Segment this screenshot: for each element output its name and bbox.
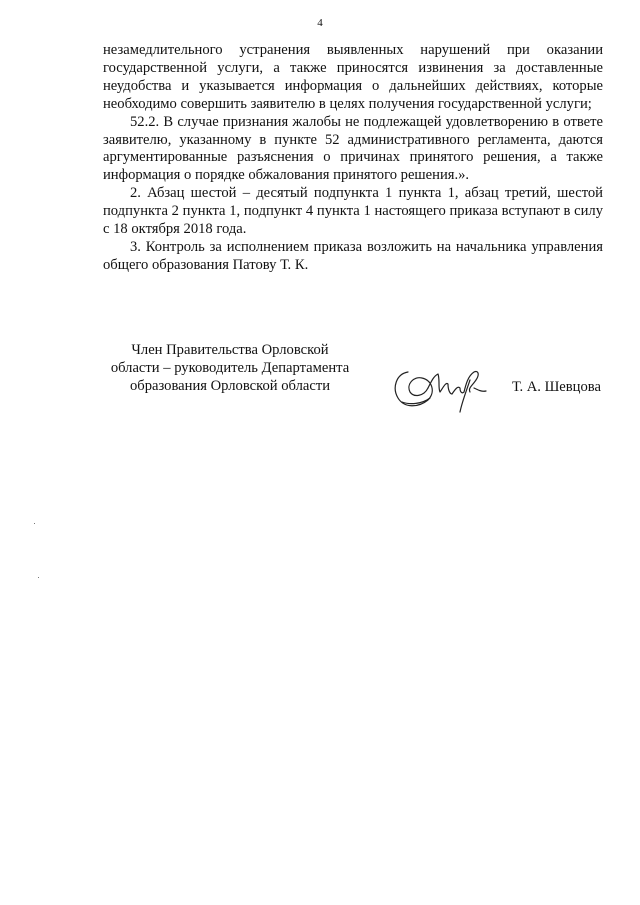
signer-name: Т. А. Шевцова (512, 379, 601, 395)
paragraph-item-3: 3. Контроль за исполнением приказа возложить на начальника управления общего образования Патову Т. К. (103, 238, 603, 273)
signer-title-line-1: Член Правительства Орловской (131, 342, 329, 358)
handwritten-signature (388, 358, 490, 414)
signature-block (0, 342, 640, 422)
paragraph-continuation: незамедлительного устранения выявленных нарушений при оказании государственной услуги, а также приносятся извинения за доставленные неудобства и указывается информация о дальнейших действиях, которые необходимо совершить заявителю в целях получения государственной услуги; (103, 42, 603, 112)
scan-speck (34, 523, 35, 524)
signer-title (100, 342, 360, 396)
signer-title-line-2: области – руководитель Департамента (110, 359, 350, 376)
paragraph-52-2: 52.2. В случае признания жалобы не подлежащей удовлетворению в ответе заявителю, указанному в пункте 52 административного регламента, даются аргументированные разъяснения о причинах принятого решения, а также информация о порядке обжалования принятого решения.». (103, 113, 603, 184)
scan-speck (38, 577, 39, 578)
signer-title-line-3: образования Орловской области (129, 377, 331, 394)
paragraph-item-2: 2. Абзац шестой – десятый подпункта 1 пункта 1, абзац третий, шестой подпункта 2 пункта 1, подпункт 4 пункта 1 настоящего приказа вступают в силу с 18 октября 2018 года. (103, 185, 603, 238)
page-number: 4 (317, 17, 323, 29)
document-body (103, 42, 603, 275)
